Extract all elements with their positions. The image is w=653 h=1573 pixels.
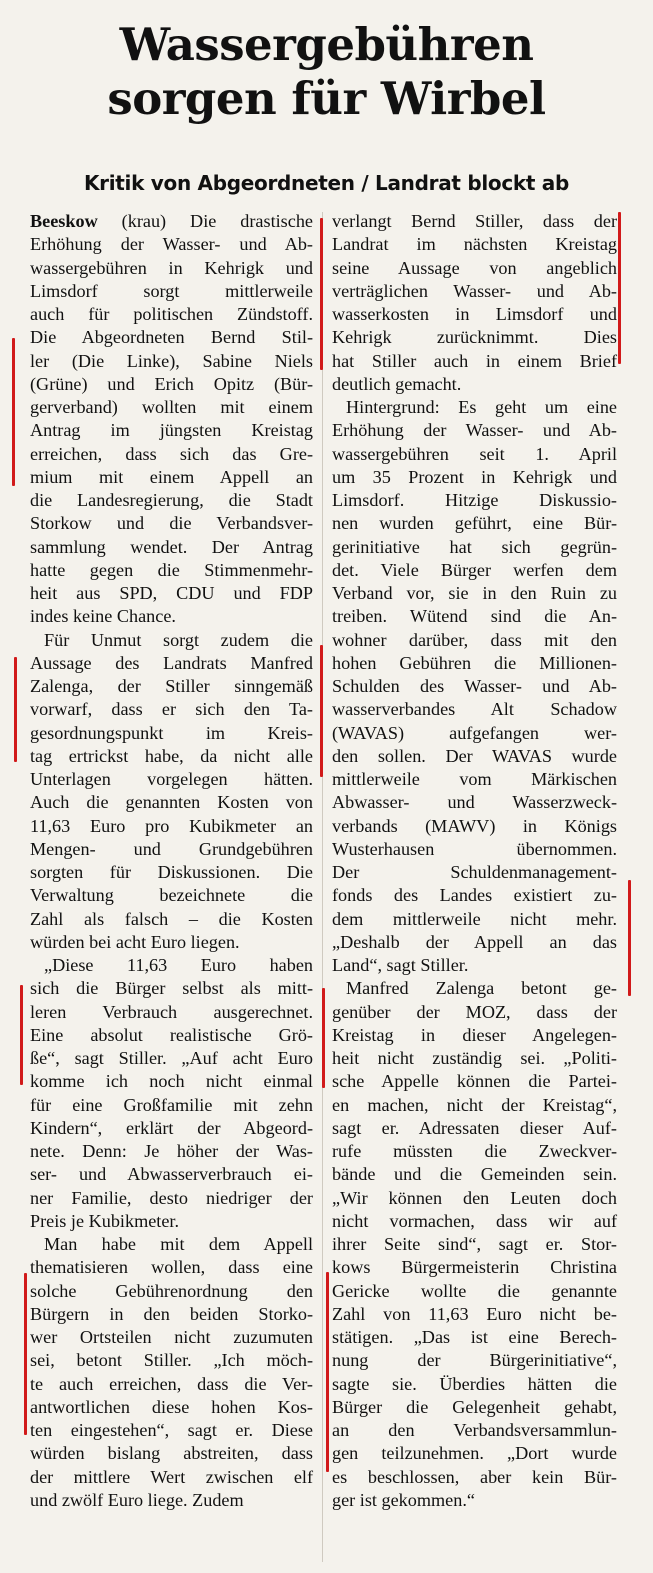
article-line: komme ich noch nicht einmal [30,1071,313,1092]
article-line: sagt er. Adressaten dieser Auf- [332,1117,617,1138]
red-margin-mark [628,880,631,996]
article-line: hat Stiller auch in einem Brief [332,350,617,371]
article-line: ger ist gekommen.“ [332,1489,475,1510]
headline [0,18,653,126]
article-line: Man habe mit dem Appell [44,1234,313,1254]
article-line: Aussage des Landrats Manfred [30,652,313,673]
article-line: die Landesregierung, die Stadt [30,490,313,510]
article-line: nicht vormachen, dass wir auf [332,1210,617,1231]
article-line: tag ertrickst habe, da nicht alle [30,745,313,766]
article-line: vorwarf, dass er sich den Ta- [30,699,313,720]
article-line: indes keine Chance. [30,606,176,627]
article-column-right [332,210,617,1512]
article-line: Antrag im jüngsten Kreistag [30,420,313,441]
article-line: wer Ortsteilen nicht zuzumuten [30,1327,313,1347]
article-line: den sollen. Der WAVAS wurde [332,745,617,766]
article-line: Abwasser- und Wasserzweck- [332,792,617,813]
article-line: erreichen, dass sich das Gre- [30,443,313,464]
article-line: dem mittlerweile nicht mehr. [332,908,617,929]
article-line: Zalenga, der Stiller sinngemäß [30,676,313,696]
article-line: Verband vor, sie in den Ruin zu [332,583,617,603]
article-line: hatte gegen die Stimmenmehr- [30,559,313,580]
headline-line-2: sorgen für Wirbel [107,72,546,125]
article-line: Limsdorf. Hitzige Diskussio- [332,490,617,510]
article-line: gerverband) wollten mit einem [30,397,313,417]
article-line-text: (krau) Die drastische [121,211,314,231]
red-margin-mark [24,1273,27,1435]
article-line: Storkow und die Verbandsver- [30,513,313,534]
article-line: sei, betont Stiller. „Ich möch- [30,1350,313,1371]
dateline: Beeskow [30,211,98,231]
article-line: Manfred Zalenga betont ge- [346,978,617,999]
article-line: verlangt Bernd Stiller, dass der [332,211,617,231]
article-line: um 35 Prozent in Kehrigk und [332,466,617,487]
article-line: sorgten für Diskussionen. Die [30,862,313,882]
article-line: Zahl von 11,63 Euro nicht be- [332,1303,617,1324]
article-line: verbands (MAWV) in Königs [332,815,617,836]
article-line: fonds des Landes existiert zu- [332,885,617,906]
column-divider [322,212,323,1562]
article-line: bände und die Gemeinden sein. [332,1164,617,1185]
article-line: Wusterhausen übernommen. [332,838,617,859]
article-line: ser- und Abwasserverbrauch ei- [30,1164,313,1185]
article-line: nete. Denn: Je höher der Was- [30,1141,313,1161]
article-line: heit nicht zuständig sei. „Politi- [332,1048,617,1068]
article-line: nung der Bürgerinitiative“, [332,1350,617,1371]
article-line: wasserkosten in Limsdorf und [332,304,617,324]
article-line: „Diese 11,63 Euro haben [44,955,313,975]
article-line: an den Verbandsversammlun- [332,1420,617,1440]
article-line: Hintergrund: Es geht um eine [346,397,617,417]
article-line: Zahl als falsch – die Kosten [30,908,313,929]
article-line: ße“, sagt Stiller. „Auf acht Euro [30,1048,313,1068]
article-line: sche Appelle können die Partei- [332,1071,617,1092]
article-line: sammlung wendet. Der Antrag [30,536,313,557]
article-line: auch für politischen Zündstoff. [30,304,313,324]
article-line: Verwaltung bezeichnete die [30,885,313,906]
article-line: te auch erreichen, dass die Ver- [30,1373,313,1394]
article-line: wasserverbandes Alt Schadow [332,699,617,720]
article-line: würden bislang abstreiten, dass [30,1443,313,1464]
red-margin-mark [320,218,323,370]
article-line: wassergebühren in Kehrigk und [30,257,313,278]
article-line [30,210,313,233]
article-line: Schulden des Wasser- und Ab- [332,676,617,696]
article-line: Bürger die Gelegenheit gehabt, [332,1396,617,1417]
red-margin-mark [322,988,325,1088]
article-line: gerinitiative hat sich gegrün- [332,536,617,557]
article-line: Landrat im nächsten Kreistag [332,234,617,255]
article-line: en machen, nicht der Kreistag“, [332,1094,617,1115]
article-line: wohner darüber, dass mit den [332,629,617,650]
article-line: seine Aussage von angeblich [332,257,617,278]
article-line: Die Abgeordneten Bernd Stil- [30,327,313,348]
article-line: det. Viele Bürger werfen dem [332,559,617,580]
article-line: Unterlagen vorgelegen hätten. [30,769,313,789]
article-line: gen teilzunehmen. „Dort wurde [332,1443,617,1464]
article-line: Limsdorf sorgt mittlerweile [30,280,313,301]
red-margin-mark [618,212,621,364]
article-line: und zwölf Euro liege. Zudem [30,1489,244,1510]
article-line: ten eingestehen“, sagt er. Diese [30,1420,313,1440]
red-margin-mark [20,985,23,1085]
article-line: Preis je Kubikmeter. [30,1210,180,1231]
article-line: heit aus SPD, CDU und FDP [30,583,313,603]
article-line: mium mit einem Appell an [30,466,313,487]
article-line: würden bei acht Euro liegen. [30,931,240,952]
red-margin-mark [320,645,323,777]
article-line: (Grüne) und Erich Opitz (Bür- [30,373,313,394]
article-line: Kindern“, erklärt der Abgeord- [30,1117,313,1138]
article-line: antwortlichen diese hohen Kos- [30,1396,313,1417]
article-line: deutlich gemacht. [332,373,462,394]
article-line: ler (Die Linke), Sabine Niels [30,350,313,371]
article-line: „Deshalb der Appell an das [332,931,617,952]
article-line: gesordnungspunkt im Kreis- [30,722,313,743]
subheadline: Kritik von Abgeordneten / Landrat blockt ab [83,171,570,195]
article-line: nen wurden geführt, eine Bür- [332,513,617,534]
red-margin-mark [12,338,15,486]
article-line: ner Familie, desto niedriger der [30,1187,313,1208]
article-line: Kreistag in dieser Angelegen- [332,1024,617,1045]
red-margin-mark [14,657,17,762]
article-line: treiben. Wütend sind die An- [332,606,617,627]
article-line: der mittlere Wert zwischen elf [30,1466,313,1487]
article-line: Erhöhung der Wasser- und Ab- [332,420,617,441]
article-line: Eine absolut realistische Grö- [30,1024,313,1045]
article-line: solche Gebührenordnung den [30,1280,313,1301]
article-line: kows Bürgermeisterin Christina [332,1257,617,1278]
article-line: mittlerweile vom Märkischen [332,769,617,789]
article-line: Bürgern in den beiden Storko- [30,1303,313,1324]
article-line: rufe müssten die Zweckver- [332,1141,617,1161]
article-column-left [30,210,313,1512]
red-margin-mark [326,1272,329,1472]
article-line: Für Unmut sorgt zudem die [44,629,313,650]
article-line: wassergebühren seit 1. April [332,443,617,464]
article-line: für eine Großfamilie mit zehn [30,1094,313,1115]
article-line: Der Schuldenmanagement- [332,862,617,882]
article-line: thematisieren wollen, dass eine [30,1257,313,1278]
article-line: ihrer Seite sind“, sagt er. Stor- [332,1234,617,1254]
article-line: „Wir können den Leuten doch [332,1187,617,1208]
article-line: Mengen- und Grundgebühren [30,838,313,859]
article-line: es beschlossen, aber kein Bür- [332,1466,617,1487]
article-line: sich die Bürger selbst als mitt- [30,978,313,999]
article-line: Kehrigk zurücknimmt. Dies [332,327,617,348]
article-line: sagte sie. Überdies hätten die [332,1373,617,1394]
article-line: 11,63 Euro pro Kubikmeter an [30,815,313,836]
headline-line-1: Wassergebühren [119,18,534,71]
article-line: leren Verbrauch ausgerechnet. [30,1001,313,1022]
article-line: verträglichen Wasser- und Ab- [332,280,617,301]
article-line: genüber der MOZ, dass der [332,1001,617,1022]
article-line: (WAVAS) aufgefangen wer- [332,722,617,743]
article-line: Auch die genannten Kosten von [30,792,313,813]
article-line: hohen Gebühren die Millionen- [332,652,617,673]
article-line: Gericke wollte die genannte [332,1280,617,1301]
article-line: stätigen. „Das ist eine Berech- [332,1327,617,1347]
article-line: Erhöhung der Wasser- und Ab- [30,234,313,255]
article-line: Land“, sagt Stiller. [332,955,469,975]
